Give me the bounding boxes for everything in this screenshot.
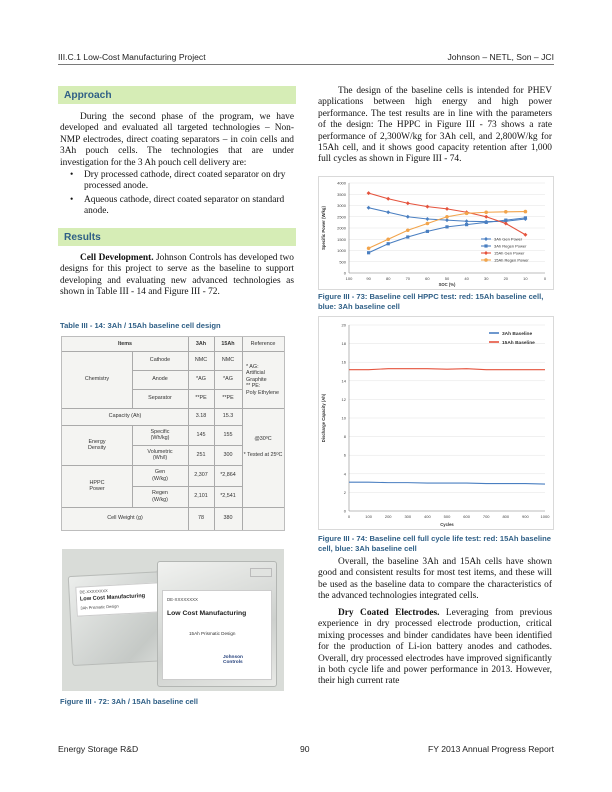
series-line [349,482,545,484]
design-paragraph: The design of the baseline cells is intended for PHEV applications between high energy and high power performance. The test results are in line with the parameters of the design: The HPPC in Figure III - 73 shows a rate performance of 2,300W/kg for 3Ah cell, and 2,800W/kg for 15Ah cell, and it shows good capacity retention after 1,000 full cycles as shown in Figure III - 74. [318,86,552,165]
group-line: HPPC [89,479,105,486]
figure-74-caption: Figure III - 74: Baseline cell full cycle life test: red: 15Ah baseline cell, blue: 3Ah baseline cell [318,534,551,553]
data-point [406,201,410,205]
row-label: Anode [152,376,168,383]
energy-reference: @30ºC [254,435,272,442]
x-tick-label: 0 [543,276,547,281]
x-tick-label: 30 [483,276,489,281]
data-point [504,219,507,222]
cycle-life-chart [318,316,554,530]
row-label [132,465,188,486]
cell-value: 300 [223,451,233,458]
x-tick-label: 100 [365,514,372,519]
cell-value: 155 [223,431,233,438]
x-tick-label: 900 [522,514,529,519]
y-tick-label: 10 [341,415,346,421]
y-tick-label: 8 [343,434,346,440]
data-point [445,218,449,222]
y-tick-label: 16 [341,359,346,365]
data-point [386,237,390,241]
ref-line: Artificial [246,370,265,377]
x-tick-label: 600 [463,514,470,519]
data-point [367,251,370,254]
table-caption: Table III - 14: 3Ah / 15Ah baseline cell design [60,321,221,330]
data-point [485,221,488,224]
data-point [445,207,449,211]
label-line: Gen [154,469,166,476]
group-line: Power [89,486,105,492]
x-tick-label: 300 [404,514,412,519]
x-tick-label: 70 [405,276,411,281]
figure-72-caption: Figure III - 72: 3Ah / 15Ah baseline cell [60,697,198,706]
cycle-life-chart-svg [319,317,553,529]
approach-bullet: • Dry processed cathode, direct coated separator on dry processed anode. [62,170,292,193]
results-text: Johnson Controls has developed two designs for this project to serve as the baseline to support developing and evaluating new advanced technologies as shown in Table III - 14 and Figure III - 72. [60,253,294,298]
large-cell-label [162,590,272,680]
x-tick-label: 800 [502,514,510,519]
row-group-hppc [62,465,132,507]
dry-coated-lead: Dry Coated Electrodes. [338,608,440,618]
series-line [349,369,545,370]
data-point [445,225,448,228]
x-tick-label: 200 [384,514,392,519]
overall-paragraph: Overall, the baseline 3Ah and 15Ah cells have shown good and consistent results for most test items, and these will be used as the baseline data to compare the characteristics of the advanced technologies integrated cells. [318,557,552,602]
label-line: Volumetric [147,448,173,455]
footer-right: FY 2013 Annual Progress Report [428,744,554,754]
label-line: (W/kg) [152,496,168,503]
x-tick-label: 500 [443,514,451,519]
data-point [484,244,487,247]
x-tick-label: 10 [523,276,528,281]
th-3ah: 3Ah [195,340,207,347]
th-items: Items [117,340,133,347]
row-label [132,486,188,507]
x-tick-label: 40 [464,276,469,281]
cell-value: 145 [196,431,206,438]
data-point [465,212,469,216]
cell-value: NMC [194,357,208,364]
cell-design-table [61,336,285,531]
data-point [425,217,429,221]
x-tick-label: 50 [444,276,450,281]
data-point [406,228,410,232]
approach-bullets [62,170,292,220]
y-tick-label: 0 [343,508,346,514]
label-line: (W/kg) [152,475,168,482]
row-capacity-label: Capacity (Ah) [108,413,142,420]
cell-value: 15.3 [222,413,234,420]
large-cell-image [157,561,277,687]
cell-value: 380 [223,514,233,521]
data-point [406,235,409,238]
data-point [445,215,449,219]
brand-logo [223,655,243,666]
cell-value: 251 [196,451,206,458]
x-tick-label: 80 [385,276,391,281]
data-point [367,191,371,195]
data-point [484,210,488,214]
y-tick-label: 1000 [337,248,346,253]
dry-coated-text: Leveraging from previous experience in dry processed electrode production, critical mixing processes and binder candidates have been identified for the production of Li-ion battery anodes and cathodes. Overall, dry processed electrodes have improved significantly in both cycle life and power performance in 2013. However, their high current rate [318,608,552,687]
y-tick-label: 4000 [337,180,346,186]
ref-line: Graphite [246,376,267,383]
cell-value: NMC [221,357,235,364]
cell-sub: 15Ah Prismatic Design [189,631,236,636]
y-tick-label: 3000 [337,203,346,208]
cell-value: *AG [196,376,206,383]
x-axis-label: Cycles [440,522,454,527]
row-label [132,445,188,465]
legend-label: 15Ah Gen Power [494,250,525,256]
dry-coated-paragraph [318,608,552,688]
results-paragraph [60,253,294,299]
x-tick-label: 400 [424,514,431,519]
y-tick-label: 0 [343,270,346,276]
data-point [406,215,410,219]
label-line: (Wh/kg) [150,435,170,441]
y-tick-label: 2 [343,489,346,495]
th-reference: Reference [250,340,276,347]
label-line: Specific [150,428,170,435]
cell-title: Low Cost Manufacturing [167,610,247,617]
y-axis-label: Specific Power (W/kg) [321,206,326,250]
results-heading: Results [58,228,296,246]
data-point [484,215,488,219]
data-point [387,242,390,245]
cell-value: *2,541 [220,493,236,500]
legend-label: 3Ah Gen Power [494,236,523,242]
data-point [484,258,488,262]
data-point [426,230,429,233]
figure-73-caption: Figure III - 73: Baseline cell HPPC test: red: 15Ah baseline cell, blue: 3Ah baseline cell [318,292,544,311]
x-tick-label: 0 [347,514,351,519]
label-line: (Wh/l) [152,455,168,461]
y-tick-label: 2000 [337,225,346,231]
x-tick-label: 1000 [540,514,550,519]
row-group-chemistry: Chemistry [84,376,110,383]
cell-title: Low Cost Manufacturing [79,593,146,603]
y-tick-label: 1500 [337,236,346,242]
cell-sub: 3Ah Prismatic Design [80,603,119,611]
y-tick-label: 14 [341,378,346,384]
brand-line: Johnson [223,655,243,660]
x-tick-label: 700 [482,514,490,519]
x-tick-label: 60 [425,276,430,281]
y-tick-label: 20 [341,322,346,328]
legend-label: 3Ah Baseline [502,331,533,337]
row-label: Separator [148,395,172,402]
y-axis-label: Discharge Capacity (Ah) [321,393,326,443]
row-label [132,425,188,445]
data-point [465,223,468,226]
data-point [504,210,508,214]
row-group-energy [62,425,132,465]
legend-label: 15Ah Baseline [502,340,535,346]
row-weight-label: Cell Weight (g) [107,514,143,521]
brand-line: Controls [223,660,243,666]
cell-value: *AG [223,376,233,383]
data-point [484,251,488,255]
data-point [425,205,429,209]
label-line: Regen [152,490,168,497]
ref-line: Poly Ethylene [246,389,279,396]
ref-line: * AG: [246,363,259,370]
y-tick-label: 4 [343,471,346,477]
group-line: Energy [88,438,106,445]
x-tick-label: 20 [503,276,509,281]
approach-bullet: • Aqueous cathode, direct coated separator on standard anode. [62,195,292,218]
cell-value: **PE [195,395,207,402]
chemistry-reference [242,353,284,407]
series-line [369,193,526,235]
cell-value: 2,101 [194,493,208,500]
baseline-cell-photo [62,549,284,691]
data-point [386,197,390,201]
y-tick-label: 6 [343,452,346,458]
cell-value: 78 [198,514,204,521]
y-tick-label: 12 [341,396,346,402]
data-point [386,210,390,214]
header-left: III.C.1 Low-Cost Manufacturing Project [58,52,206,62]
y-tick-label: 2500 [337,214,346,220]
data-point [465,219,469,223]
y-tick-label: 18 [341,341,346,347]
header-right: Johnson – NETL, Son – JCI [447,52,554,62]
page-number: 90 [300,744,310,754]
data-point [524,216,527,219]
data-point [426,222,430,226]
th-15ah: 15Ah [221,340,235,347]
cell-value: 2,307 [194,472,208,479]
cell-id: DE-XXXXXXXX [167,597,198,602]
data-point [484,237,488,241]
group-line: Density [88,445,106,451]
legend-label: 3Ah Regen Power [494,243,527,249]
row-label: Cathode [149,357,171,364]
approach-paragraph: During the second phase of the program, we have developed and evaluated all targeted technologies – Non-NMP electrodes, direct coating separators – in coin cells and 3Ah pouch cells. The technologies that are under investigation for the 3 Ah pouch cell delivery are: [60,112,294,168]
x-axis-label: SOC (%) [438,282,456,287]
data-point [367,246,371,250]
header-rule [58,64,554,65]
approach-heading: Approach [58,86,296,104]
data-point [524,210,528,214]
cell-value: **PE [222,395,234,402]
x-tick-label: 90 [366,276,371,281]
results-lead: Cell Development. [80,253,154,263]
cell-value: *2,864 [220,472,236,479]
cell-id: DE-XXXXXXXX [79,588,108,595]
y-tick-label: 500 [339,259,346,265]
hppc-chart-svg [319,177,553,289]
legend-label: 15Ah Regen Power [494,257,529,263]
footer-left: Energy Storage R&D [58,744,139,754]
ref-line: ** PE: [246,383,261,390]
hppc-reference: * Tested at 25ºC [243,451,283,458]
x-tick-label: 100 [345,276,353,281]
cell-value: 3.18 [195,413,207,420]
data-point [367,206,371,210]
y-tick-label: 3500 [337,191,346,197]
hppc-chart [318,176,554,290]
